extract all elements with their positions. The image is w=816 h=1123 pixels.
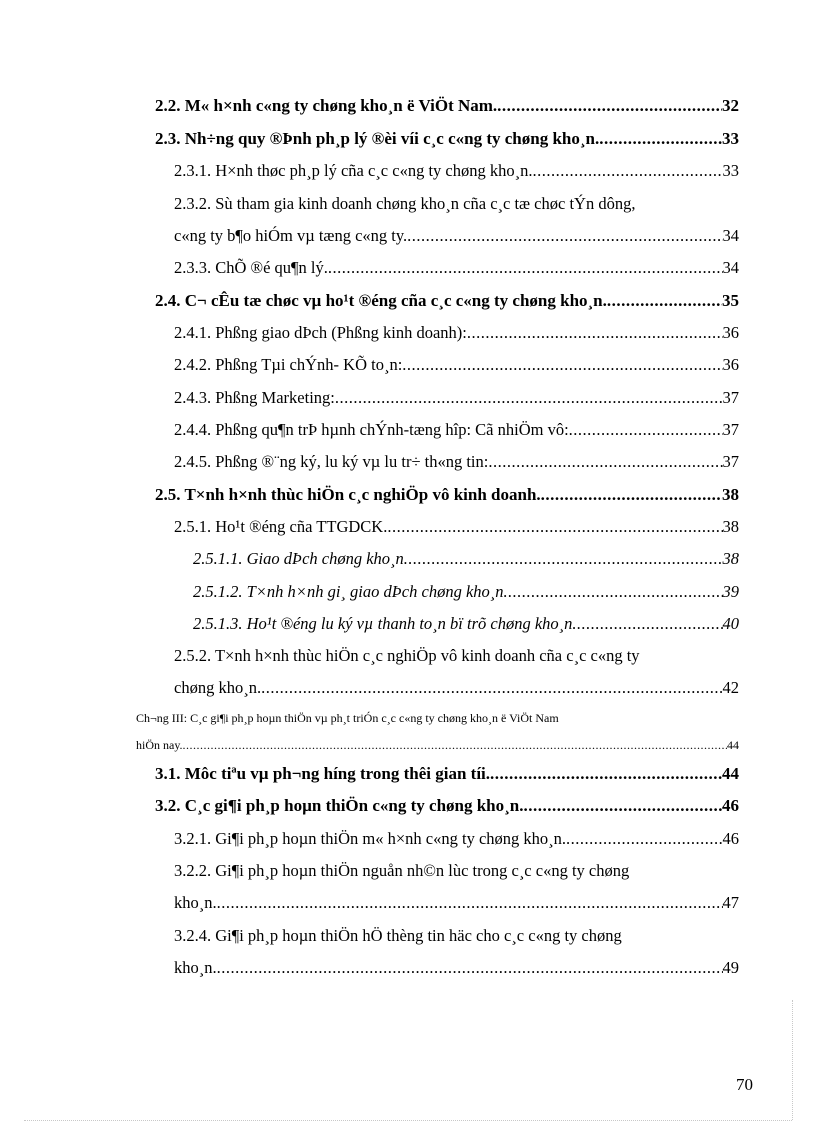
- toc-entry-2-3[interactable]: [155, 129, 739, 149]
- toc-entry-2-5-1[interactable]: [174, 517, 739, 537]
- dot-leader: [217, 893, 723, 913]
- toc-entry-label: hiÖn nay.: [136, 738, 183, 752]
- toc-entry-2-3-1[interactable]: [174, 161, 739, 181]
- toc-page-number: 44: [722, 764, 739, 783]
- dot-leader: [599, 129, 722, 149]
- dot-leader: [524, 796, 723, 816]
- toc-entry-label: 2.5. T×nh h×nh thùc hiÖn c¸c nghiÖp vô kinh doanh.: [155, 485, 541, 504]
- toc-entry-2-5[interactable]: [155, 485, 739, 505]
- toc-entry-label: 2.4.5. Phßng ®¨ng ký, lu ký vµ lu tr÷ th«ng tin:: [174, 452, 489, 471]
- toc-entry-label: 3.2.4. Gi¶i ph¸p hoµn thiÖn hÖ thèng tin häc cho c¸c c«ng ty chøng: [174, 926, 622, 945]
- dot-leader: [572, 614, 722, 634]
- toc-page-number: 39: [722, 582, 739, 601]
- toc-page-number: 46: [722, 796, 739, 815]
- toc-entry-2-3-2-line2[interactable]: [174, 226, 739, 246]
- toc-entry-label: 2.5.2. T×nh h×nh thùc hiÖn c¸c nghiÖp vô kinh doanh cña c¸c c«ng ty: [174, 646, 640, 665]
- toc-entry-label: 2.4. C¬ cÊu tæ chøc vµ ho¹t ®éng cña c¸c c«ng ty chøng kho¸n.: [155, 291, 607, 310]
- toc-page-number: 37: [722, 388, 739, 407]
- toc-entry-label: 2.3.2. Sù tham gia kinh doanh chøng kho¸n cña c¸c tæ chøc tÝn dông,: [174, 194, 636, 213]
- toc-entry-label: 2.2. M« h×nh c«ng ty chøng kho¸n ë ViÖt Nam.: [155, 96, 498, 115]
- toc-entry-label: 3.2. C¸c gi¶i ph¸p hoµn thiÖn c«ng ty chøng kho¸n.: [155, 796, 524, 815]
- toc-page-number: 33: [722, 129, 739, 148]
- toc-chapter-3-line1[interactable]: [136, 711, 559, 726]
- toc-entry-2-3-2-line1[interactable]: [174, 194, 635, 214]
- toc-chapter-3-line2[interactable]: [136, 738, 739, 753]
- toc-entry-2-4-1[interactable]: [174, 323, 739, 343]
- toc-page-number: 33: [722, 161, 739, 180]
- toc-entry-label: 2.4.3. Phßng Marketing:: [174, 388, 335, 407]
- dot-leader: [335, 388, 723, 408]
- dot-leader: [569, 420, 723, 440]
- toc-page-number: 47: [722, 893, 739, 912]
- dot-leader: [607, 291, 722, 311]
- toc-page-number: 44: [727, 738, 739, 752]
- toc-entry-label: 3.2.2. Gi¶i ph¸p hoµn thiÖn nguån nh©n lùc trong c¸c c«ng ty chøng: [174, 861, 630, 880]
- dot-leader: [328, 258, 723, 278]
- toc-entry-2-4[interactable]: [155, 291, 739, 311]
- toc-entry-label: 2.3.3. ChÕ ®é qu¶n lý.: [174, 258, 328, 277]
- toc-entry-2-4-2[interactable]: [174, 355, 739, 375]
- toc-entry-2-5-1-2[interactable]: [193, 582, 739, 602]
- toc-entry-label: c«ng ty b¶o hiÓm vµ tæng c«ng ty.: [174, 226, 408, 245]
- toc-page-number: 34: [722, 258, 739, 277]
- toc-page-number: 36: [722, 323, 739, 342]
- toc-page-number: 36: [722, 355, 739, 374]
- toc-entry-2-5-2-line2[interactable]: [174, 678, 739, 698]
- dot-leader: [402, 355, 722, 375]
- dot-leader: [407, 226, 722, 246]
- toc-entry-3-1[interactable]: [155, 764, 739, 784]
- toc-entry-2-5-2-line1[interactable]: [174, 646, 640, 666]
- toc-page-number: 38: [722, 485, 739, 504]
- dot-leader: [217, 958, 723, 978]
- toc-entry-label: 2.4.1. Phßng giao dÞch (Phßng kinh doanh):: [174, 323, 467, 342]
- toc-entry-3-2[interactable]: [155, 796, 739, 816]
- toc-entry-3-2-4-line1[interactable]: [174, 926, 622, 946]
- toc-entry-3-2-2-line1[interactable]: [174, 861, 629, 881]
- toc-entry-label: chøng kho¸n.: [174, 678, 262, 697]
- toc-entry-label: 2.5.1.1. Giao dÞch chøng kho¸n: [193, 549, 404, 568]
- toc-entry-label: kho¸n.: [174, 958, 217, 977]
- toc-page-number: 42: [722, 678, 739, 697]
- dot-leader: [404, 549, 723, 569]
- toc-entry-2-4-4[interactable]: [174, 420, 739, 440]
- toc-entry-label: 2.3.1. H×nh thøc ph¸p lý cña c¸c c«ng ty chøng kho¸n.: [174, 161, 533, 180]
- toc-entry-label: 2.4.2. Phßng Tµi chÝnh- KÕ to¸n:: [174, 355, 403, 374]
- toc-entry-2-3-3[interactable]: [174, 258, 739, 278]
- dot-leader: [490, 764, 722, 784]
- dot-leader: [541, 485, 722, 505]
- toc-page-number: 37: [722, 452, 739, 471]
- toc-page-number: 46: [722, 829, 739, 848]
- toc-entry-label: 2.5.1.2. T×nh h×nh gi¸ giao dÞch chøng kho¸n: [193, 582, 504, 601]
- toc-entry-label: 3.1. Môc tiªu vµ ph¬ng híng trong thêi gian tíi.: [155, 764, 491, 783]
- toc-entry-3-2-1[interactable]: [174, 829, 739, 849]
- dot-leader: [261, 678, 722, 698]
- toc-entry-label: 2.3. Nh÷ng quy ®Þnh ph¸p lý ®èi víi c¸c c«ng ty chøng kho¸n.: [155, 129, 600, 148]
- toc-entry-label: 2.5.1.3. Ho¹t ®éng lu ký vµ thanh to¸n bï trõ chøng kho¸n: [193, 614, 573, 633]
- toc-page-number: 35: [722, 291, 739, 310]
- toc-entry-2-5-1-1[interactable]: [193, 549, 739, 569]
- dot-leader: [532, 161, 722, 181]
- toc-entry-2-4-3[interactable]: [174, 388, 739, 408]
- toc-page-number: 34: [722, 226, 739, 245]
- toc-entry-3-2-2-line2[interactable]: [174, 893, 739, 913]
- toc-page-number: 32: [722, 96, 739, 115]
- toc-entry-label: 2.5.1. Ho¹t ®éng cña TTGDCK.: [174, 517, 388, 536]
- dot-leader: [566, 829, 722, 849]
- toc-entry-2-2[interactable]: [155, 96, 739, 116]
- dot-leader: [504, 582, 723, 602]
- toc-entry-label: 2.4.4. Phßng qu¶n trÞ hµnh chÝnh-tæng hîp: Cã nhiÖm vô:: [174, 420, 569, 439]
- dot-leader: [183, 738, 727, 753]
- toc-entry-label: 3.2.1. Gi¶i ph¸p hoµn thiÖn m« h×nh c«ng ty chøng kho¸n.: [174, 829, 567, 848]
- toc-page-number: 38: [722, 549, 739, 568]
- page-border-bottom: [24, 1120, 792, 1121]
- toc-entry-2-5-1-3[interactable]: [193, 614, 739, 634]
- page-number: 70: [736, 1075, 753, 1094]
- dot-leader: [497, 96, 722, 116]
- toc-entry-2-4-5[interactable]: [174, 452, 739, 472]
- page-border-right: [792, 1000, 793, 1120]
- toc-page-number: 38: [722, 517, 739, 536]
- toc-entry-label: Ch¬ng III: C¸c gi¶i ph¸p hoµn thiÖn vµ ph¸t triÓn c¸c c«ng ty chøng kho¸n ë ViÖt Nam: [136, 711, 559, 725]
- toc-page-number: 37: [722, 420, 739, 439]
- dot-leader: [488, 452, 722, 472]
- dot-leader: [467, 323, 723, 343]
- toc-entry-label: kho¸n.: [174, 893, 217, 912]
- dot-leader: [387, 517, 722, 537]
- toc-page-number: 40: [722, 614, 739, 633]
- toc-page-number: 49: [722, 958, 739, 977]
- toc-entry-3-2-4-line2[interactable]: [174, 958, 739, 978]
